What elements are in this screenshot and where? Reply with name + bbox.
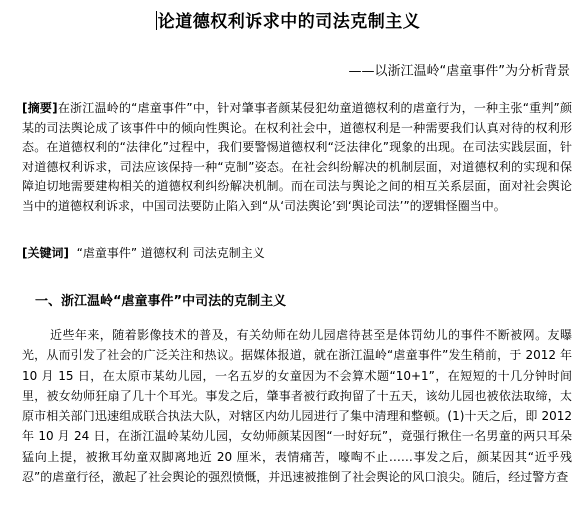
document-title: 论道德权利诉求中的司法克制主义 [157,12,421,32]
document-subtitle: ——以浙江温岭“虐童事件”为分析背景 [348,64,570,79]
body-paragraph: 近些年来，随着影像技术的普及，有关幼师在幼儿园虐待甚至是体罚幼儿的事件不断被网。友曝光，从而引发了社会的广泛关注和热议。据媒体报道，就在浙江温岭“虐童事件”发生稍前，于 2012 年 10 月 15 日，在太原市某幼儿园，一名五岁的女童因为不会算术题“10+1”，在短短的十几分钟时间里，被女幼师狂扇了几十个耳光。事发之后，肇事者被行政拘留了十五天，该幼儿园也被依法取缔，太原市相关部门迅速组成联合执法大队，对辖区内幼儿园进行了集中清理和整顿。(1)十天之后，即 2012 年 10 月 24 日，在浙江温岭某幼儿园，女幼师颜某因图“一时好玩”，竟强行揪住一名男童的两只耳朵猛向上提，被揪耳幼童双脚离地近 20 厘米，表情痛苦，嚎啕不止……事发之后，颜某因其“近乎残忍”的虐童行径，激起了社会舆论的强烈愤慨，并迅速被推倒了社会舆论的风口浪尖。随后，经过警方查 [22,328,572,485]
abstract-label: [摘要] [22,101,58,115]
keywords-text: “虐童事件” 道德权利 司法克制主义 [76,246,265,260]
text-cursor [156,11,157,30]
document-title-line [0,7,576,32]
abstract-text: 在浙江温岭的“虐童事件”中，针对肇事者颜某侵犯幼童道德权利的虐童行为，一种主张“重判”颜某的司法舆论成了该事件中的倾向性舆论。在权利社会中，道德权利是一种需要我们认真对待的权利形态。在道德权利的“法律化”过程中，我们要警惕道德权利“泛法律化”现象的出现。在司法实践层面，针对道德权利诉求，司法应该保持一种“克制”姿态。在社会纠纷解决的机制层面，对道德权利的实现和保障迫切地需要建构相关的道德权利纠纷解决机制。而在司法与舆论之间的相互关系层面，面对社会舆论当中的道德权利诉求，中国司法要防止陷入到“从‘司法舆论’到‘舆论司法’”的逻辑怪圈当中。 [22,101,572,213]
section-heading: 一、浙江温岭“虐童事件”中司法的克制主义 [35,294,287,309]
abstract-paragraph [22,99,572,217]
keywords-label: [关键词] [22,246,69,260]
keywords-line [22,244,265,261]
